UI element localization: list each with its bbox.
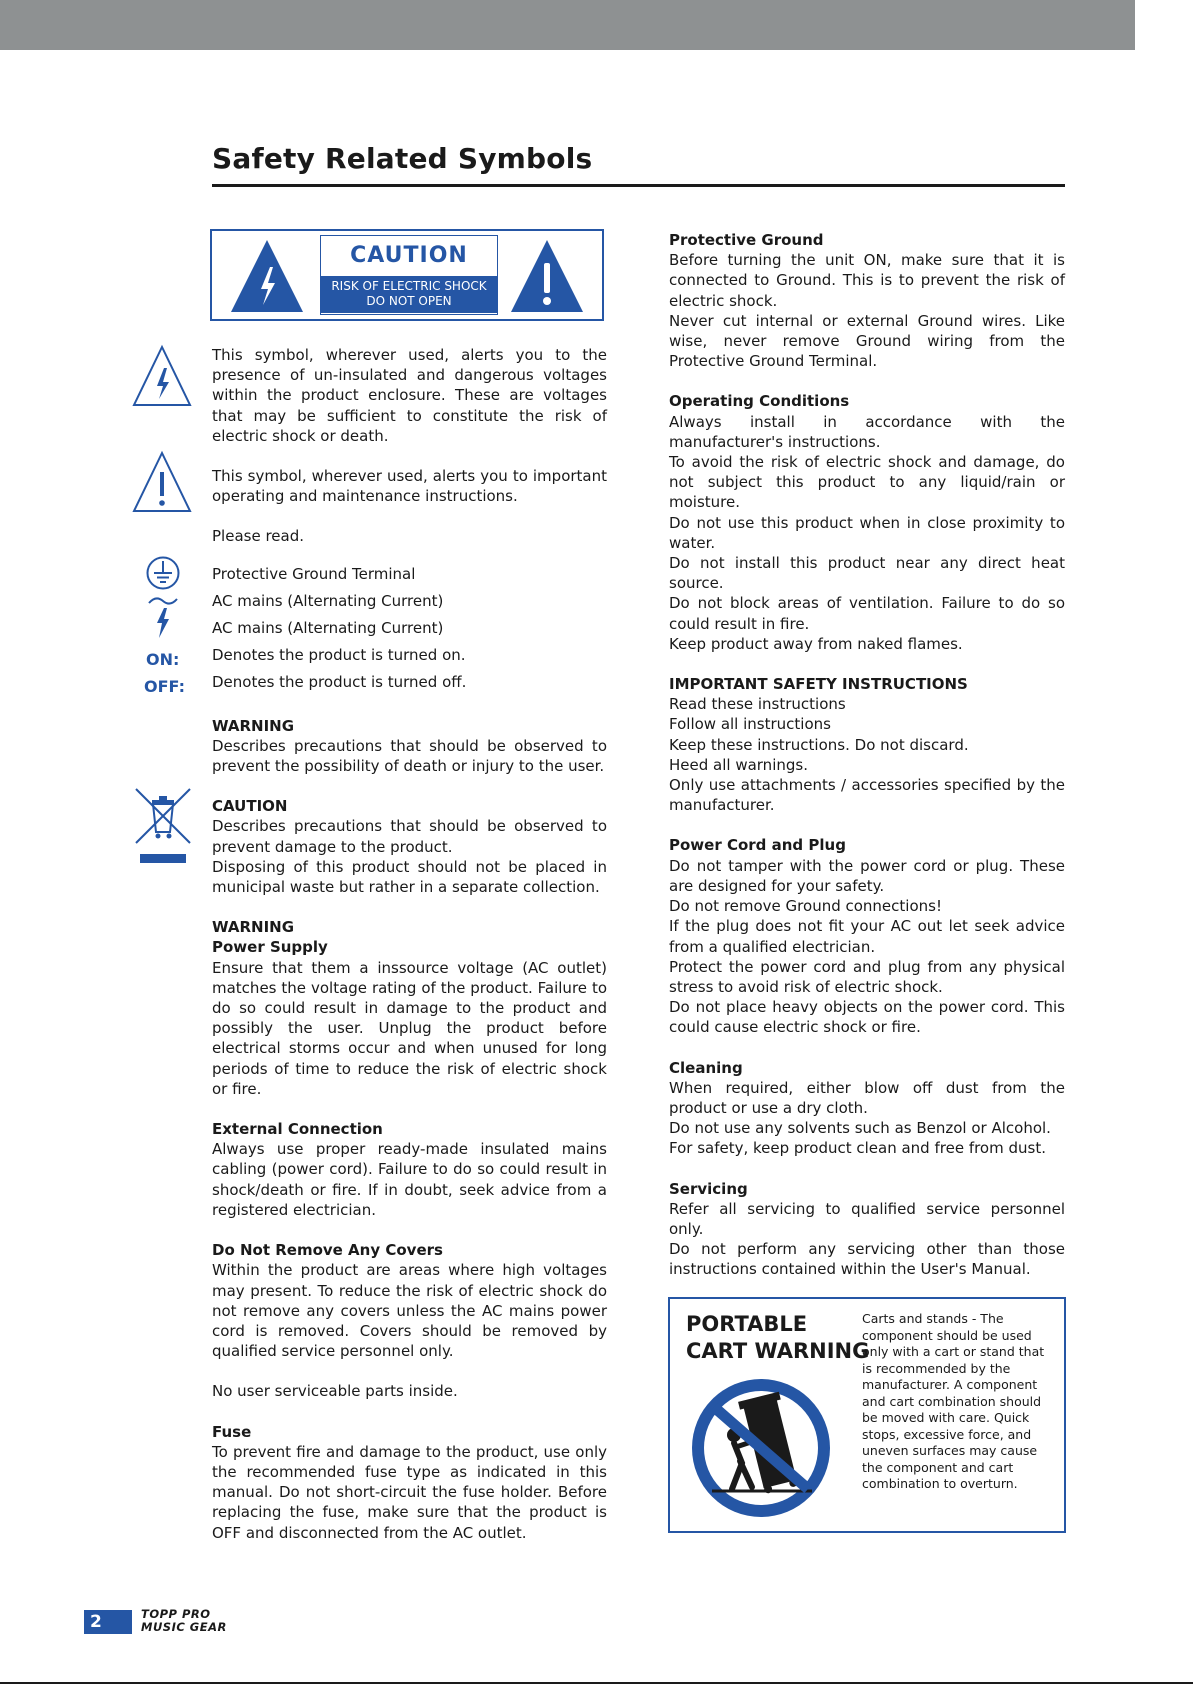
- brand-line-1: TOPP PRO: [141, 1607, 211, 1621]
- section-heading: Fuse: [212, 1422, 252, 1441]
- caution-line-1: RISK OF ELECTRIC SHOCK: [331, 279, 487, 293]
- servicing-section: [669, 1179, 1065, 1280]
- portable-cart-warning: [668, 1297, 1066, 1533]
- paragraph: Follow all instructions: [669, 715, 831, 734]
- paragraph: Do not remove Ground connections!: [669, 897, 942, 916]
- right-column: [669, 230, 1065, 1300]
- legend-item: AC mains (Alternating Current): [212, 591, 444, 610]
- legend-item: Protective Ground Terminal: [212, 564, 416, 583]
- section-heading: Cleaning: [669, 1058, 743, 1077]
- bottom-rule: [0, 1682, 1193, 1684]
- cart-warning-title: [686, 1311, 869, 1365]
- paragraph: Describes precautions that should be observed to prevent damage to the product.: [212, 817, 607, 856]
- symbol-legend: [212, 561, 607, 696]
- page-title: Safety Related Symbols: [212, 142, 593, 175]
- weee-crossed-bin-icon: [133, 786, 193, 866]
- cart-title-line-2: CART WARNING: [686, 1339, 870, 1363]
- paragraph: Before turning the unit ON, make sure that it is connected to Ground. This is to prevent the risk of electric shock.: [669, 251, 1065, 310]
- section-heading: CAUTION: [212, 797, 288, 816]
- paragraph: Do not install this product near any direct heat source.: [669, 554, 1065, 593]
- paragraph: Ensure that them a inssource voltage (AC outlet) matches the voltage rating of the product. Failure to do so could result in damage to the product and possibly the user. Unplug the product before electrical storms occur and when unused for long periods of time to reduce the risk of electric shock or fire.: [212, 958, 607, 1098]
- symbol-instructions-description: [212, 466, 607, 506]
- paragraph: Refer all servicing to qualified service personnel only.: [669, 1199, 1065, 1238]
- section-heading: Operating Conditions: [669, 392, 850, 411]
- paragraph: Only use attachments / accessories specified by the manufacturer.: [669, 776, 1065, 815]
- paragraph: Always use proper ready-made insulated mains cabling (power cord). Failure to do so could result in shock/death or fire. If in doubt, seek advice from a registered electrician.: [212, 1140, 607, 1219]
- exclamation-warning-icon: [508, 237, 586, 315]
- caution-word: CAUTION: [350, 243, 468, 268]
- power-cord-section: [669, 835, 1065, 1037]
- cleaning-section: [669, 1058, 1065, 1159]
- covers-section: [212, 1240, 607, 1361]
- cart-tip-over-icon: [690, 1377, 832, 1519]
- paragraph: No user serviceable parts inside.: [212, 1382, 458, 1401]
- ac-lightning-icon: [150, 607, 176, 639]
- on-label: ON:: [146, 650, 180, 669]
- paragraph: If the plug does not fit your AC out let seek advice from a qualified electrician.: [669, 917, 1065, 956]
- section-heading: WARNING: [212, 918, 295, 937]
- paragraph: Do not use this product when in close proximity to water.: [669, 513, 1065, 552]
- cart-title-line-1: PORTABLE: [686, 1312, 808, 1336]
- paragraph: Read these instructions: [669, 695, 846, 714]
- paragraph: Within the product are areas where high voltages may present. To reduce the risk of electric shock do not remove any covers unless the AC mains power cord is removed. Covers should be removed by qualified service personnel only.: [212, 1261, 607, 1361]
- paragraph: Do not perform any servicing other than those instructions contained within the User's Manual.: [669, 1240, 1065, 1279]
- paragraph: To avoid the risk of electric shock and damage, do not subject this product to any liquid/rain or moisture.: [669, 453, 1065, 512]
- header-bar: [0, 0, 1135, 50]
- paragraph: Keep product away from naked flames.: [669, 634, 963, 653]
- paragraph: This symbol, wherever used, alerts you to the presence of un-insulated and dangerous voltages within the product enclosure. These are voltages that may be sufficient to constitute the risk of electric shock or death.: [212, 346, 607, 445]
- fuse-section: [212, 1422, 607, 1543]
- section-heading: Do Not Remove Any Covers: [212, 1241, 443, 1260]
- protective-ground-icon: [145, 555, 181, 591]
- brand-line-2: MUSIC GEAR: [141, 1620, 227, 1634]
- power-supply-section: [212, 917, 607, 1099]
- symbol-shock-description: [212, 345, 607, 446]
- paragraph: This symbol, wherever used, alerts you to important operating and maintenance instructions.: [212, 467, 607, 506]
- paragraph: When required, either blow off dust from the product or use a dry cloth.: [669, 1078, 1065, 1117]
- lightning-warning-icon: [228, 237, 306, 315]
- section-heading: Servicing: [669, 1179, 748, 1198]
- important-safety-section: [669, 674, 1065, 815]
- no-user-parts: [212, 1381, 607, 1401]
- paragraph: Disposing of this product should not be placed in municipal waste but rather in a separate collection.: [212, 857, 607, 897]
- protective-ground-section: [669, 230, 1065, 371]
- paragraph: Do not block areas of ventilation. Failure to do so could result in fire.: [669, 594, 1065, 633]
- title-rule: [212, 184, 1065, 187]
- paragraph: Always install in accordance with the manufacturer's instructions.: [669, 412, 1065, 451]
- section-heading: External Connection: [212, 1120, 383, 1139]
- section-subheading: Power Supply: [212, 938, 328, 957]
- section-heading: Power Cord and Plug: [669, 836, 846, 855]
- legend-item: AC mains (Alternating Current): [212, 618, 444, 637]
- paragraph: Please read.: [212, 527, 304, 546]
- legend-item: Denotes the product is turned on.: [212, 645, 466, 664]
- paragraph: Keep these instructions. Do not discard.: [669, 735, 969, 754]
- caution-label: [210, 229, 604, 321]
- section-heading: Protective Ground: [669, 231, 824, 249]
- paragraph: Never cut internal or external Ground wires. Like wise, never remove Ground wiring from the Protective Ground Terminal.: [669, 311, 1065, 371]
- cart-warning-text: Carts and stands - The component should be used only with a cart or stand that is recommended by the manufacturer. A component and cart combination should be moved with care. Quick stops, excessive force, and uneven surfaces may cause the component and cart combination to overturn.: [862, 1311, 1045, 1491]
- paragraph: Protect the power cord and plug from any physical stress to avoid risk of electric shock.: [669, 957, 1065, 996]
- paragraph: Do not place heavy objects on the power cord. This could cause electric shock or fire.: [669, 998, 1065, 1037]
- paragraph: For safety, keep product clean and free from dust.: [669, 1139, 1046, 1158]
- operating-conditions-section: [669, 391, 1065, 654]
- lightning-triangle-icon: [131, 344, 193, 408]
- caution-band: [321, 276, 497, 313]
- caution-line-2: DO NOT OPEN: [366, 294, 452, 308]
- exclamation-triangle-icon: [131, 450, 193, 514]
- section-heading: WARNING: [212, 716, 295, 735]
- page-number: 2: [84, 1610, 132, 1634]
- external-connection-section: [212, 1119, 607, 1220]
- legend-item: Denotes the product is turned off.: [212, 672, 467, 691]
- caution-panel: [320, 235, 498, 315]
- paragraph: Heed all warnings.: [669, 755, 808, 774]
- paragraph: Describes precautions that should be observed to prevent the possibility of death or injury to the user.: [212, 736, 607, 776]
- paragraph: To prevent fire and damage to the product, use only the recommended fuse type as indicated in this manual. Do not short-circuit the fuse holder. Before replacing the fuse, make sure that the product is OFF and disconnected from the AC outlet.: [212, 1442, 607, 1542]
- brand-logo: [141, 1608, 227, 1634]
- left-column: [212, 345, 607, 1563]
- section-heading: IMPORTANT SAFETY INSTRUCTIONS: [669, 675, 968, 694]
- please-read: [212, 526, 607, 546]
- off-label: OFF:: [144, 677, 185, 696]
- paragraph: Do not tamper with the power cord or plug. These are designed for your safety.: [669, 856, 1065, 895]
- warning-section: [212, 716, 607, 777]
- caution-section: [212, 796, 607, 897]
- paragraph: Do not use any solvents such as Benzol or Alcohol.: [669, 1119, 1051, 1138]
